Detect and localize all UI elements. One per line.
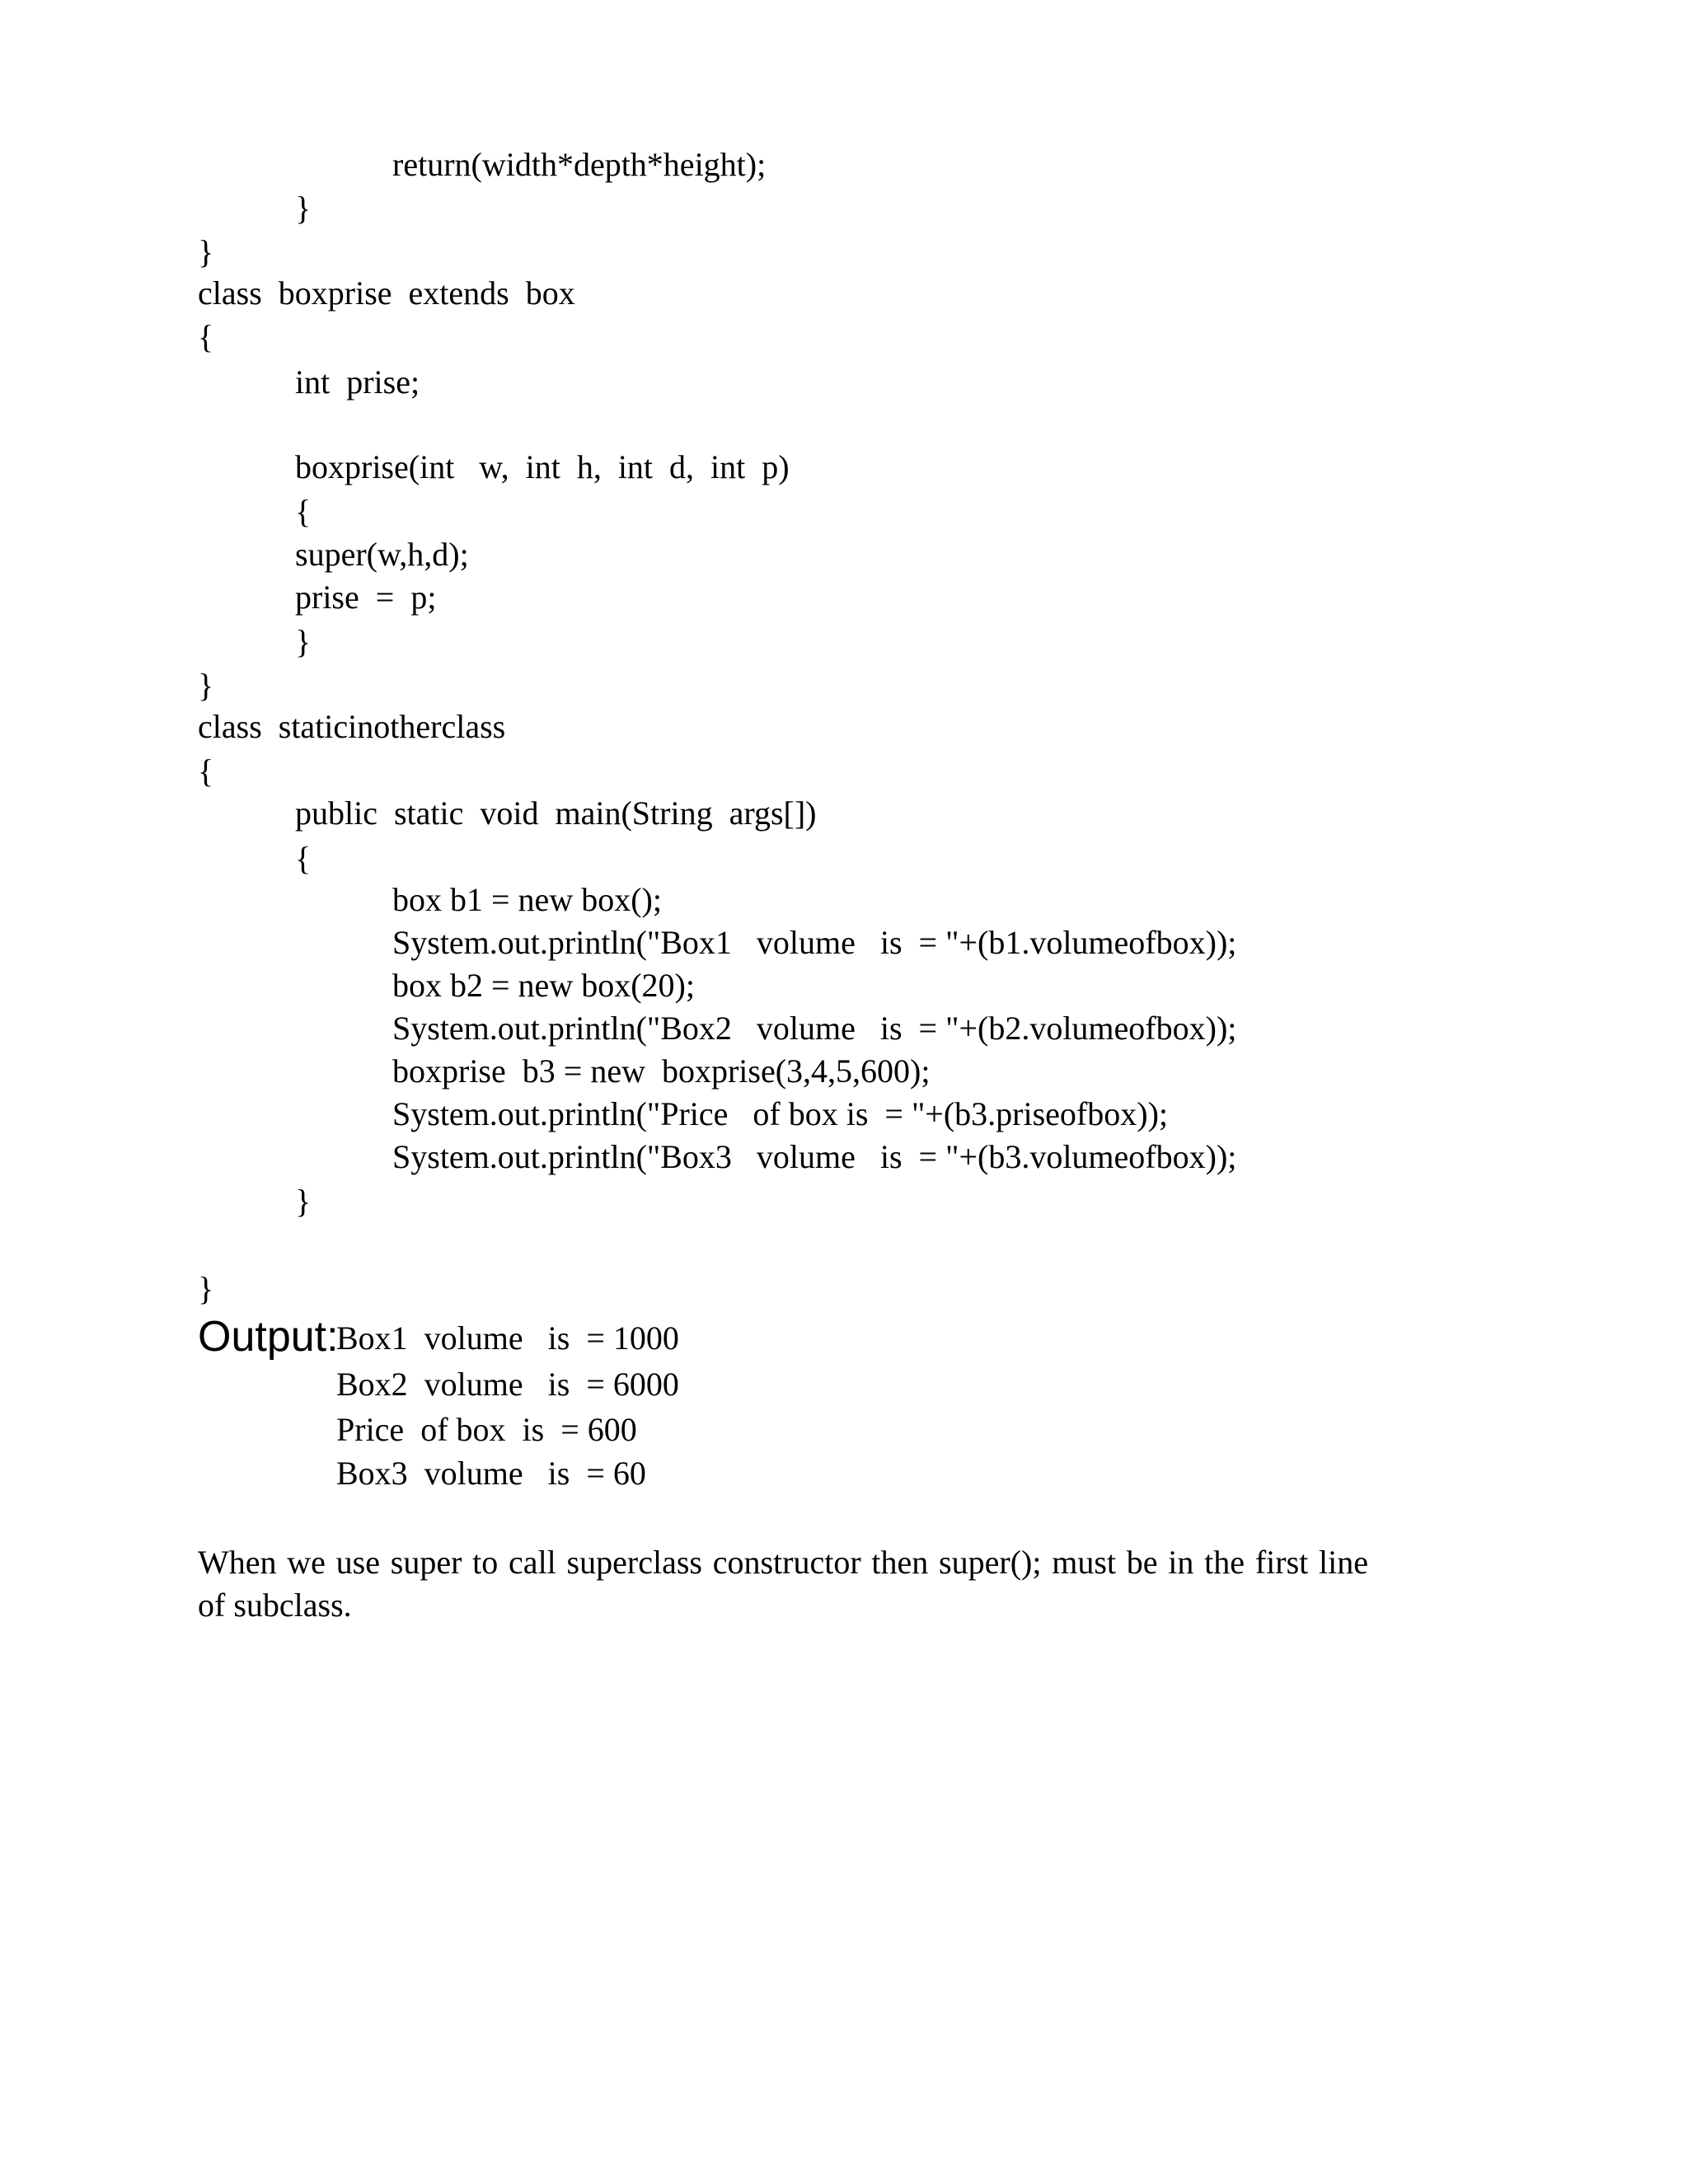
code-line: System.out.println("Box3 volume is = "+(b3.volumeofbox)); — [392, 1138, 1237, 1175]
code-line: super(w,h,d); — [295, 536, 469, 573]
explanation-paragraph: When we use super to call superclass constructor then super(); must be in the first line of subclass. — [198, 1544, 1368, 1624]
code-line: box b2 = new box(20); — [392, 967, 695, 1004]
output-line: Box2 volume is = 6000 — [336, 1366, 679, 1403]
code-line: System.out.println("Box1 volume is = "+(b1.volumeofbox)); — [392, 924, 1237, 961]
code-line: { — [198, 752, 214, 790]
code-line: { — [295, 840, 312, 877]
output-line: Price of box is = 600 — [336, 1411, 637, 1448]
output-label: Output: — [198, 1313, 339, 1361]
code-line: { — [295, 493, 312, 530]
output-line: Box1 volume is = 1000 — [336, 1319, 679, 1357]
code-line: } — [295, 623, 312, 660]
code-line: class staticinotherclass — [198, 708, 506, 745]
code-line: { — [198, 318, 214, 355]
code-line: class boxprise extends box — [198, 274, 575, 312]
code-line: } — [198, 233, 214, 270]
code-line: System.out.println("Price of box is = "+(b3.priseofbox)); — [392, 1095, 1168, 1132]
code-line: boxprise(int w, int h, int d, int p) — [295, 448, 790, 485]
code-line: return(width*depth*height); — [392, 146, 767, 183]
output-line: Box3 volume is = 60 — [336, 1455, 646, 1492]
code-line: } — [295, 190, 312, 227]
code-line: System.out.println("Box2 volume is = "+(b2.volumeofbox)); — [392, 1010, 1237, 1047]
code-line: } — [198, 667, 214, 704]
code-line: prise = p; — [295, 579, 437, 616]
code-line: } — [198, 1270, 214, 1307]
code-line: int prise; — [295, 363, 420, 401]
code-line: public static void main(String args[]) — [295, 794, 817, 832]
code-line: box b1 = new box(); — [392, 881, 662, 918]
code-line: } — [295, 1183, 312, 1220]
code-line: boxprise b3 = new boxprise(3,4,5,600); — [392, 1052, 931, 1090]
